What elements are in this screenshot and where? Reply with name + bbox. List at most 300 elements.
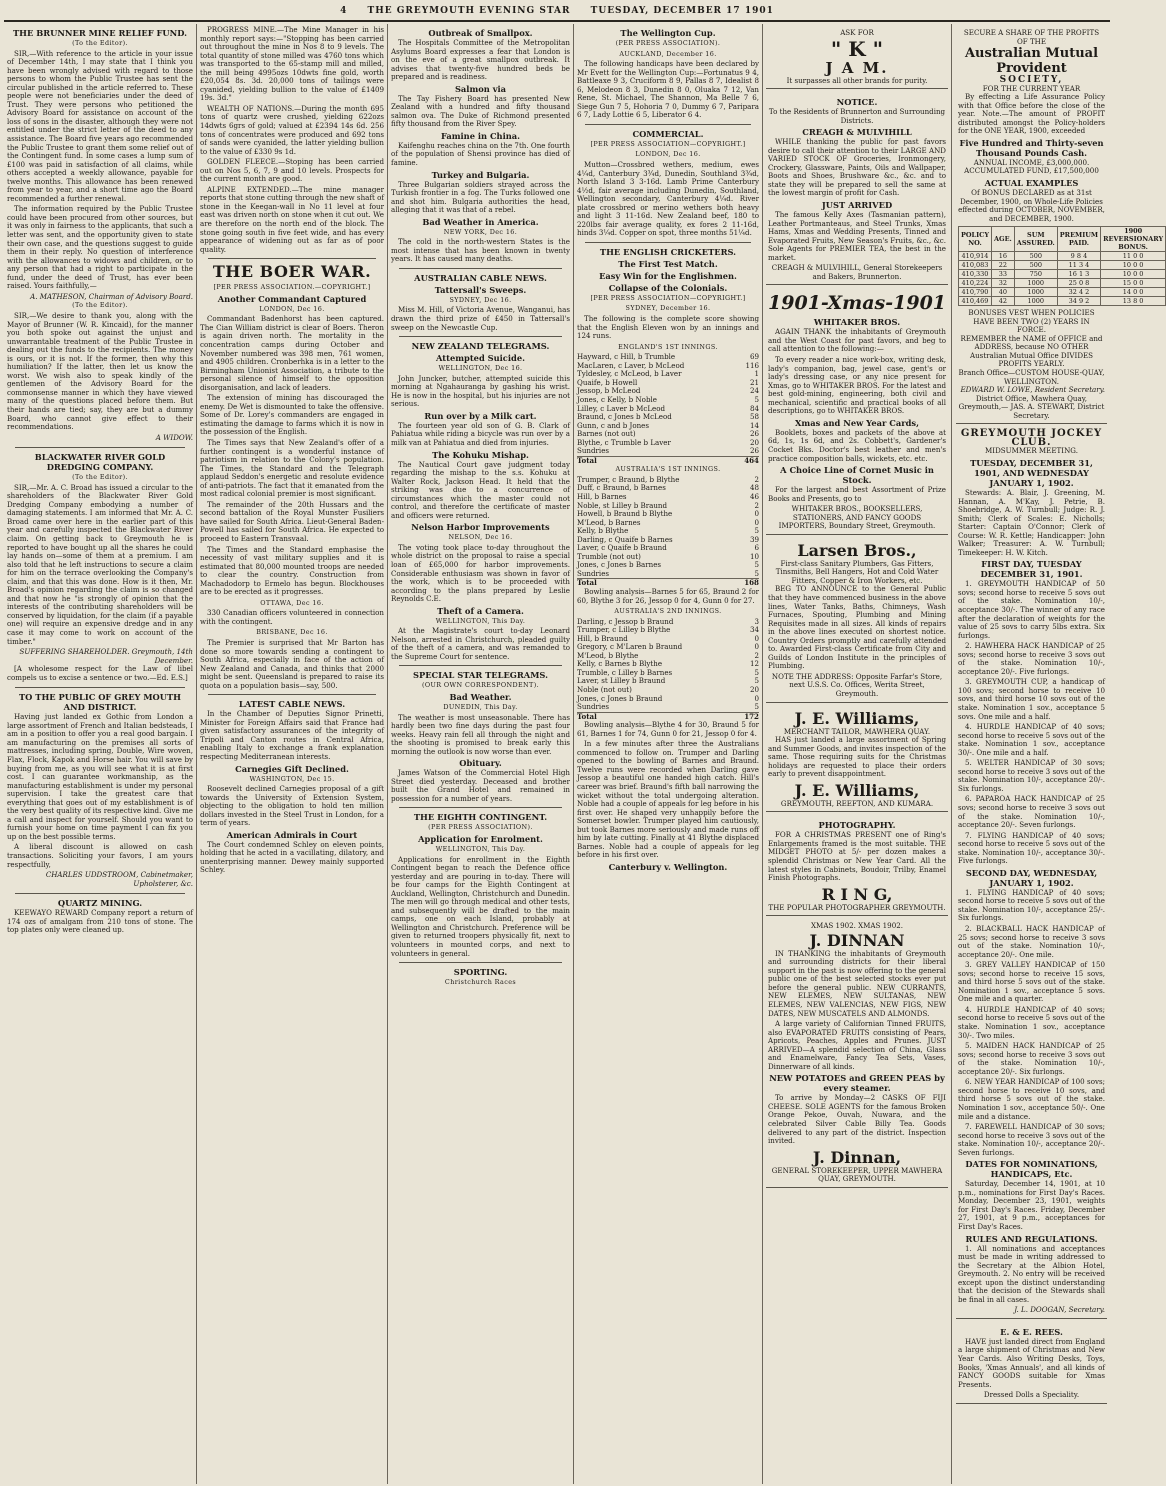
headline: Tattersall's Sweeps. — [434, 284, 527, 295]
headline: Bad Weather in America. — [422, 216, 539, 227]
batsman: Tyldesley, c McLeod, b Laver — [577, 369, 682, 379]
ad-text: 1. All nominations and acceptances must be made in writing addressed to the Secretary at the Albion Hotel, Greymouth. 2. No entry will be received except upon the distinct understanding that the decision of the Stewards shall be final in all cases. — [958, 1243, 1105, 1304]
batsman: Noble, st Lilley b Braund — [577, 500, 668, 510]
ad-heading: TUESDAY, DECEMBER 31, 1901, AND WEDNESDAY JANUARY 1, 1902. — [970, 457, 1093, 488]
paragraph: The following handicaps have been declared by Mr Evett for the Wellington Cup:—Fortunatus 9 4, Battleaxe 9 3, Cruciform 8 9, Pallas 8 7, Idealist 8 6, Melodeon 8 3, Dunedin 8 0, Oluaka 7 12, Van Rene, St. Michael, The Shannon, Ma Belle 7 6, Siege Gun 7 5, Hohoria 7 0, Dummy 6 7, Paripara 6 7, Lady Lottie 6 5, Liberator 6 4. — [577, 59, 759, 120]
batsman: Total — [577, 578, 597, 588]
divider — [15, 893, 185, 894]
divider — [399, 268, 562, 269]
runs: 172 — [744, 711, 759, 721]
ad-heading: NEW POTATOES and GREEN PEAS by every steamer. — [769, 1073, 945, 1094]
runs: 2 — [754, 500, 759, 510]
runs: 84 — [749, 403, 759, 413]
batsman: Jessop, b McLeod — [577, 386, 641, 396]
race-entry: 1. FLYING HANDICAP of 40 sovs; second horse to receive 5 sovs out of the stake. Nomination 10/-, acceptance 25/-. Six furlongs. — [958, 887, 1105, 923]
paragraph: SIR,—With reference to the article in your issue of December 14th, I may state that I think you have been wrongly advised with regard to those persons to whom the Public Trustee has sent the circular published in the article referred to. These people were not beneficiaries under the deed of Trust. They were persons who petitioned the Advisory Board for assistance on account of the loss of sons in the disaster, although they were not entitled under the strict letter of the deed to any assistance. The Board five years ago recommended the Public Trustee to grant them some relief out of the Contingent fund. In some cases a lump sum of £100 was paid in satisfaction of all claims, while others accepted a weekly allowance, payable for twelve months. This allowance has been renewed from year to year, and a short time ago the Board recommended a further renewal. — [7, 48, 193, 203]
press-credit: [PER PRESS ASSOCIATION—COPYRIGHT.] — [590, 139, 746, 148]
ad-text: REMEMBER the NAME of OFFICE and ADDRESS, because NO OTHER Australian Mutual Office DIVIDES PROFITS YEARLY. — [960, 333, 1103, 369]
runs: 116 — [745, 360, 759, 370]
paragraph: The information required by the Public Trustee could have been procured from other sources, but it was only in fairness to the applicants, that such a letter was sent, and the opportunity given to state their own case, and the questions suggest to guide them in their reply. No question of interference with the allowances to widows and children, or to any person that had a right to participate in the fund, under the deed of Trust, has ever been raised. Yours faithfully,— — [7, 204, 193, 291]
table-header-cell: 1900 REVERSIONARY BONUS. — [1101, 227, 1166, 252]
divider — [15, 447, 185, 448]
ad-heading: CREAGH & MULVIHILL — [802, 127, 912, 138]
runs: 0 — [754, 693, 759, 703]
press-credit: [PER PRESS ASSOCIATION—COPYRIGHT.] — [590, 293, 746, 302]
table-cell: 500 — [1014, 252, 1057, 261]
runs: 0 — [754, 517, 759, 527]
ad-text: To arrive by Monday—2 CASKS OF FIJI CHEESE. SOLE AGENTS for the famous Broken Orange Pekoe, Ouvah, Nuwara, and the celebrated Silver Cable Billy Tea. Goods delivered to any part of the district. Inspection invited. — [768, 1093, 946, 1146]
ad-text: First-class Sanitary Plumbers, Gas Fitters, Tinsmiths, Bell Hangers, Hot and Cold Water Fitters, Copper & Iron Workers, etc. — [775, 558, 939, 585]
headline-boer-war: THE BOER WAR. — [212, 262, 372, 282]
batsman: Sundries — [577, 702, 610, 712]
batsman: Howell, b Braund b Blythe — [577, 509, 673, 519]
race-entry: 2. BLACKBALL HACK HANDICAP of 25 sovs; second horse to receive 3 sovs out of the stake. Nomination 10/-, acceptance 20/-. One mile. — [958, 924, 1105, 959]
headline: Collapse of the Colonials. — [608, 282, 728, 293]
column-2 — [196, 24, 387, 1484]
table-cell: 410,083 — [959, 261, 992, 270]
table-row — [959, 270, 1166, 279]
ad-brand: " K " — [830, 36, 884, 61]
headline: Nelson Harbor Improvements — [411, 522, 550, 533]
ad-je-williams — [766, 706, 948, 813]
paragraph: The weather is most unseasonable. There has hardly been two fine days during the past four weeks. Heavy rain fell all through the night and the shooting is promised to break early this morning the outlook is now worse than ever. — [391, 712, 570, 756]
batsman: MacLaren, c Laver, b McLeod — [577, 360, 685, 370]
byline: (To the Editor). — [72, 473, 128, 482]
ad-text: To every reader a nice work-box, writing desk, lady's companion, bag, jewel case, gent's or lady's dressing case, or any nice present for Xmas, go to WHITAKER BROS. For the latest and best gold-mining, engineering, both civil and mechanical, scientific and practical books of all descriptions, go to WHITAKER BROS. — [768, 355, 946, 416]
table-cell: 15 0 0 — [1101, 279, 1166, 288]
headline: Salmon via — [454, 83, 507, 94]
ad-text: FOR THE CURRENT YEAR — [982, 83, 1081, 93]
ad-heading: FIRST DAY, TUESDAY DECEMBER 31, 1901. — [980, 559, 1083, 580]
divider — [585, 124, 751, 125]
batsman: Trumper, c Lilley b Blythe — [577, 625, 671, 635]
paragraph: Bowling analysis—Barnes 5 for 65, Braund 2 for 60, Blythe 3 for 26, Jessop 0 for 4, Gunn 0 for 27. — [577, 586, 759, 605]
table-cell: 1000 — [1014, 297, 1057, 306]
runs: 0 — [754, 509, 759, 519]
ad-heading: ACTUAL EXAMPLES — [984, 178, 1079, 189]
runs: 5 — [754, 568, 759, 578]
column-5-ads — [762, 24, 951, 1484]
ad-text: For the largest and best Assortment of Prize Books and Presents, go to — [768, 485, 946, 503]
ad-creagh-mulvihill — [766, 92, 948, 285]
ad-text: By effecting a Life Assurance Policy with that Office before the close of the year. Note.—The amount of PROFIT distributed amongst the Policy-holders for the ONE YEAR, 1900, exceeded — [958, 92, 1105, 136]
article-blackwater — [7, 452, 193, 682]
paragraph: Roosevelt declined Carnegies proposal of a gift towards the University of Extension System, objecting to the obligation to hold ten million dollars invested in the Steel Trust in London, for a term of years. — [200, 784, 384, 828]
paragraph: The remainder of the 20th Hussars and the second battalion of the Royal Munster Fusiliers have sailed for South Africa. Lieut-General Baden-Powell has sailed for South Africa. He expected to proceed to Eastern Transvaal. — [200, 499, 384, 543]
paragraph: The following is the complete score showing that the English Eleven won by an innings and 124 runs. — [577, 314, 759, 341]
batsman: Trumble, c Lilley b Barnes — [577, 667, 673, 677]
scorecard-row — [577, 447, 759, 456]
headline: SPECIAL STAR TELEGRAMS. — [413, 670, 548, 681]
paragraph: GOLDEN FLEECE.—Stoping has been carried out on Nos 5, 6, 7, 9 and 10 levels. Prospects for the current month are good. — [200, 157, 384, 184]
table-cell: 410,224 — [959, 279, 992, 288]
runs: 39 — [749, 534, 759, 544]
paragraph: The Premier is surprised that Mr Barton has done so more towards sending a contingent to South Africa, especially in face of the action of New Zealand and Canada, and thinks that 2000 might be sent. Queensland is prepared to raise its quota on a population basis—say, 500. — [200, 638, 384, 690]
table-cell: 410,469 — [959, 297, 992, 306]
headline: TO THE PUBLIC OF GREY MOUTH AND DISTRICT. — [19, 692, 181, 713]
table-cell: 40 — [991, 288, 1014, 297]
race-entry: 4. HURDLE HANDICAP of 40 sovs; second horse to receive 5 sovs out of the stake. Nomination 1 sov., acceptance 30/-. Two miles. — [958, 1004, 1105, 1040]
divider — [399, 336, 562, 337]
press-credit: [PER PRESS ASSOCIATION.—COPYRIGHT.] — [213, 283, 371, 292]
scorecard-row — [577, 570, 759, 579]
ad-text: BEG TO ANNOUNCE to the General Public that they have commenced business in the above lines, Water Tanks, Baths, Chimneys, Wash Furnaces, Spouting, Plumbing and Mining Requisites made in all sizes. All kinds of repairs in the above lines executed on shortest notice. Country Orders promptly and carefully attended to. Awarded First-class Certificate from City and Guilds of London Institute in the principles of Plumbing. — [768, 584, 946, 671]
batsman: Trumper, c Braund, b Blythe — [577, 474, 680, 484]
paragraph: KEEWAYO REWARD Company report a return of 174 ozs of amalgam from 210 tons of stone. The top plates only were cleaned up. — [7, 908, 193, 935]
paragraph: ALPINE EXTENDED.—The mine manager reports that stone cutting through the new shaft of stone in the Keegan-wall in No 11 level at four east was driven north on stone when it cut out. We are therefore on the north end of the block. The stone going south in five feet wide, and has every appearance of widening out as far as of poor quality. — [200, 184, 384, 254]
batsman: Hill, b Barnes — [577, 491, 627, 501]
batsman: M'Leod, b Blythe — [577, 650, 639, 660]
scorecard-australia-1st — [577, 476, 759, 588]
table-cell: 11 0 0 — [1101, 252, 1166, 261]
ad-text: A large variety of Californian Tinned FRUITS, also EVAPORATED FRUITS consisting of Pears, Apricots, Peaches, Apples and Prunes. JUST ARRIVED—A splendid selection of China, Glass and Enamelware, Fancy Tea Sets, Vases, Dinnerware of all kinds. — [768, 1019, 946, 1071]
ad-text: IN THANKING the inhabitants of Greymouth and surrounding districts for their liberal support in the past is now offering to the general public one of the best selected stocks ever put before the general public. NEW CURRANTS, NEW ELEMES, NEW SULTANAS, NEW ELEMES, NEW VALENCIAS, NEW FIGS, NEW DATES, NEW MUSCATELS AND ALMONDS. — [768, 948, 946, 1018]
paragraph: Applications for enrollment in the Eighth Contingent began to reach the Defence office yesterday and are pouring in to-day. There will be four camps for the Eighth Contingent at Auckland, Wellington, Christchurch and Dunedin. The men will go through medical and other tests, and subsequently will be drafted to the main camps, one on each Island, probably at Wellington and Christchurch. Preference will be given to returned troopers physically fit, next to volunteers in mounted corps, and next to volunteers in general. — [391, 854, 570, 958]
table-cell: 11 3 4 — [1057, 261, 1100, 270]
article-brunner-relief — [7, 28, 193, 442]
ad-text: BONUSES VEST WHEN POLICIES HAVE BEEN TWO (2) YEARS IN FORCE. — [968, 308, 1095, 335]
table-cell: 34 9 2 — [1057, 297, 1100, 306]
dateline: NEW YORK, Dec 16. — [443, 227, 518, 236]
runs: 26 — [749, 446, 759, 456]
paragraph: SIR,—Mr. A. C. Broad has issued a circular to the shareholders of the Blackwater River Gold Dredging Company embodying a number of damaging statements. I am informed that Mr. A. C. Broad came over here in the earlier part of this year and carefully inspected the Blackwater River claim. On getting back to Greymouth he is reported to have bought up all the shares he could lay hands on—some of them at a premium. I am also told that he left instructions to secure a claim for him on the terrace overlooking the Company's claim, and that this was done. How is it then, Mr. Broad's opinion regarding the claim is so changed and that now he "is strongly of opinion that the interests of the contributing shareholders will be conserved by liquidation, for the claim (if a payable one) will require an expensive dredge and in any case it may come to work on account of the timber." — [7, 482, 193, 646]
dateline: LONDON, Dec 16. — [259, 304, 325, 313]
headline: AUSTRALIAN CABLE NEWS. — [414, 272, 547, 283]
batsman: M'Leod, b Barnes — [577, 517, 641, 527]
issue-date: TUESDAY, DECEMBER 17 1901 — [590, 6, 774, 16]
runs: 5 — [754, 702, 759, 712]
paragraph: Bowling analysis—Blythe 4 for 30, Braund 5 for 61, Barnes 1 for 74, Gunn 0 for 21, Jessop 0 for 4. — [577, 720, 759, 738]
press-credit: (PER PRESS ASSOCIATION). — [615, 39, 721, 47]
paragraph: 330 Canadian officers volunteered in connection with the contingent. — [200, 608, 384, 626]
batsman: Sundries — [577, 446, 610, 456]
race-entry: 4. HURDLE HANDICAP of 40 sovs; second horse to receive 5 sovs out of the stake. Nomination 1 sov., acceptance 30/-. One mile and a half. — [958, 722, 1105, 757]
column-6-ads — [951, 24, 1164, 1484]
ad-heading: DATES FOR NOMINATIONS, HANDICAPS, Etc. — [965, 1159, 1098, 1180]
ad-rees — [956, 1322, 1107, 1404]
ad-text: District Office, Mawhera Quay, Greymouth,— JAS. A. STEWART, District Secretary. — [958, 393, 1105, 420]
headline: Easy Win for the Englishmen. — [599, 270, 737, 281]
race-entry: 1. GREYMOUTH HANDICAP of 50 sovs; second horse to receive 5 sovs out of the stake. Nomination 10/-, acceptance 30/-. The winner of any race after the declaration of weights for the value of 25 sovs to carry 5lbs extra. Six furlongs. — [958, 579, 1105, 640]
table-header-row — [959, 227, 1166, 252]
table-cell: 9 8 4 — [1057, 252, 1100, 261]
table-cell: 10 0 0 — [1101, 261, 1166, 270]
runs: 48 — [749, 483, 759, 493]
table-header-cell: PREMIUM PAID. — [1057, 227, 1100, 252]
ad-heading: WHITAKER BROS. — [813, 317, 901, 328]
table-cell: 42 — [991, 297, 1014, 306]
paragraph: Mutton—Crossbred wethers, medium, ewes 4¼d, Canterbury 3¾d, Dunedin, Southland 3¾d, North Island 3 3-16d. Lamb Prime Canterbury 4½d, fair average including Dunedin, Southland, Wellington secondary, Canterbury 4¼d. River plate crossbred or merino wethers both heavy and light 3 11-16d. New Zealand beef, 180 to 220lbs fair average quality, ex fores 2 11-16d, hinds 3¼d. Copper on spot, three months 51¼d. — [577, 160, 759, 238]
paragraph: The Times and the Standard emphasise the necessity of vast military supplies and it is estimated that 80,000 mounted troops are needed to clear the country. Construction from Machadodorp to Ermelo has begun. Blockhouses are to be erected as it progresses. — [200, 544, 384, 597]
ad-brand: Larsen Bros., — [797, 540, 917, 560]
ad-brand: Australian Mutual Provident — [964, 46, 1099, 77]
headline: Famine in China. — [440, 130, 521, 141]
batsman: Darling, c Jessop b Braund — [577, 616, 674, 626]
ad-heading: GREYMOUTH JOCKEY CLUB. — [960, 428, 1103, 448]
ad-text: XMAS 1902. XMAS 1902. — [811, 921, 903, 931]
batsman: Kelly, b Blythe — [577, 526, 629, 536]
divider — [585, 242, 751, 243]
table-row — [959, 261, 1166, 270]
ad-brand: R I N G, — [821, 884, 893, 904]
signature: A. MATHESON, Chairman of Advisory Board. — [30, 291, 193, 301]
runs: 26 — [749, 429, 759, 439]
paragraph: SIR,—We desire to thank you, along with the Mayor of Brunner (W. R. Kincaid), for the manner you both spoke out against the unjust and unwarrantable treatment of the Public Trustee in dealing out the funds to the recipients. The money is ours, or it is not. If the former, then why this humiliation? If the latter, then let us know the worst. We wish also to speak kindly of the gentlemen of the Advisory Board for the commonsense manner in which they have viewed many of the questions placed before them. But their hands are tied; say, they are but a dummy Board, who cannot give effect to their recommendations. — [7, 310, 193, 432]
ad-text: GENERAL STOREKEEPER, UPPER MAWHERA QUAY, GREYMOUTH. — [771, 1165, 943, 1184]
paragraph: The Tay Fishery Board has presented New Zealand with a hundred and fifty thousand salmon ova. The Duke of Richmond presented fifty thousand from the River Spey. — [391, 93, 570, 129]
ad-dinnan — [766, 919, 948, 1188]
dateline: DUNEDIN, This Day. — [443, 702, 518, 711]
table-row — [959, 252, 1166, 261]
batsman: Laver, st Lilley b Braund — [577, 676, 666, 686]
ad-text: ASK FOR — [840, 28, 874, 37]
table-row — [959, 288, 1166, 297]
paragraph: WEALTH OF NATIONS.—During the month 695 tons of quartz were crushed, yielding 622ozs 14dwts 6grs of gold; valued at £2394 14s 6d. 256 tons of concentrates were produced and 692 tons of sands were cyanided, the latter yielding bullion to the value of £330 9s 1d. — [200, 103, 384, 156]
ad-text: HAVE just landed direct from England a large shipment of Christmas and New Year Cards. Also Writing Desks, Toys, Books, 'Xmas Annuals', and all kinds of FANCY GOODS suitable for Xmas Presents. — [958, 1336, 1105, 1389]
ad-heading: SECOND DAY, WEDNESDAY, JANUARY 1, 1902. — [965, 867, 1098, 888]
innings-heading: AUSTRALIA'S 1ST INNINGS. — [615, 465, 721, 474]
ad-heading: Xmas and New Year Cards, — [795, 417, 919, 428]
ad-heading: NOTICE. — [836, 97, 878, 108]
scorecard-england-1st — [577, 353, 759, 465]
paragraph: Kaifenghu reaches china on the 7th. One fourth of the population of Shensi province has died of famine. — [391, 140, 570, 168]
headline: LATEST CABLE NEWS. — [238, 699, 346, 710]
ad-heading: E. & E. REES. — [1000, 1326, 1063, 1337]
batsman: Total — [577, 455, 597, 465]
batsman: Braund, c Jones b McLeod — [577, 412, 672, 422]
batsman: Noble (not out) — [577, 685, 632, 694]
dateline: LONDON, Dec 16. — [635, 150, 701, 159]
runs: 20 — [749, 685, 759, 694]
ad-whitaker — [766, 288, 948, 534]
batsman: Gunn, c and b Jones — [577, 420, 650, 430]
paragraph: At the Magistrate's court to-day Leonard Nelson, arrested in Christchurch, pleaded guilty of the theft of a camera, and was remanded to the Supreme Court for sentence. — [391, 626, 570, 661]
ad-ring-photography — [766, 815, 948, 916]
table-cell: 16 1 3 — [1057, 270, 1100, 279]
divider — [399, 665, 562, 666]
table-cell: 1000 — [1014, 288, 1057, 297]
headline: Attempted Suicide. — [436, 353, 525, 364]
runs: 21 — [749, 377, 759, 387]
runs: 5 — [754, 667, 759, 677]
paragraph: In the Chamber of Deputies Signor Prinetti, Minister for Foreign Affairs said that France had given satisfactory assurances of the integrity of Tripoli and Canton routes in Central Africa, enabling Italy to exchange a frank explanation respecting Mediterranean interests. — [200, 709, 384, 762]
ad-text: THE POPULAR PHOTOGRAPHER GREYMOUTH. — [768, 902, 946, 912]
bonus-table — [958, 226, 1166, 306]
table-body — [959, 252, 1166, 306]
ad-text: WHILE thanking the public for past favors desire to call their attention to their LARGE AND VARIED STOCK OF Groceries, Ironmongery, Crockery, Glassware, Paints, Oils and Wallpaper, Boots and Shoes, Brushware &c., &c. and to state they will be prepared to sell the same at the lowest margin of profit for Cash. — [768, 137, 946, 198]
ad-signature: J. L. DOOGAN, Secretary. — [1014, 1305, 1105, 1315]
batsman: Blythe, c Trumble b Laver — [577, 437, 671, 447]
newspaper-page — [4, 2, 1164, 1484]
dateline: AUCKLAND, December 16. — [619, 49, 717, 58]
ad-jockey-club — [956, 427, 1107, 1319]
race-entry: 5. MAIDEN HACK HANDICAP of 25 sovs; second horse to receive 3 sovs out of the stake. Nomination 10/-, acceptance 20/-. Six furlongs. — [958, 1041, 1105, 1076]
runs: 20 — [749, 437, 759, 447]
table-cell: 16 — [991, 252, 1014, 261]
batsman: Total — [577, 711, 597, 721]
scorecard-total — [577, 456, 759, 466]
dateline: WELLINGTON, This Day. — [435, 616, 526, 625]
ad-amp-society — [956, 26, 1164, 424]
headline: The First Test Match. — [618, 258, 718, 269]
batsman: Darling, c Quaife b Barnes — [577, 534, 673, 544]
race-entry: 3. GREYMOUTH CUP, a handicap of 100 sovs; second horse to receive 10 sovs, and third horse 10 sovs out of the stake. Nomination 1 sov., acceptance 5 sovs. One mile and a half. — [958, 677, 1105, 721]
ad-text: It surpasses all other brands for purity. — [786, 75, 928, 85]
innings-heading: AUSTRALIA'S 2ND INNINGS. — [614, 607, 722, 616]
signature: CHARLES UDDSTROOM, Cabinetmaker, Upholsterer, &c. — [45, 870, 193, 888]
innings-heading: ENGLAND'S 1ST INNINGS. — [618, 342, 718, 351]
headline: Run over by a Milk cart. — [424, 410, 537, 421]
dateline: SYDNEY, December 16. — [625, 304, 711, 313]
runs: 10 — [749, 551, 759, 561]
ad-heading: A Choice Line of Cornet Music in Stock. — [780, 465, 934, 486]
batsman: Jones, c Jones b Braund — [577, 693, 663, 703]
ad-text: HAS just landed a large assortment of Spring and Summer Goods, and invites inspection of the same. Those requiring suits for the Christmas holidays are requested to place their orders early to prevent disappointment. — [768, 735, 946, 779]
runs: 6 — [754, 543, 759, 553]
ad-text: GREYMOUTH, REEFTON, AND KUMARA. — [780, 798, 934, 808]
paragraph: The extension of mining has discouraged the enemy. De Wet is dismounted to take the offensive. Some of Dr. Lorey's commanders are engaged in estimating the damage to farms which it is now in the possession of the English. — [200, 393, 384, 437]
subheading: Christchurch Races — [444, 978, 517, 987]
table-cell: 13 8 0 — [1101, 297, 1166, 306]
dateline: WASHINGTON, Dec 15. — [249, 774, 335, 783]
dateline: WELLINGTON, Dec 16. — [438, 364, 523, 373]
headline: THE EIGHTH CONTINGENT. — [413, 812, 548, 823]
headline: Application for Enrolment. — [418, 834, 543, 844]
runs: 14 — [749, 420, 759, 430]
headline: American Admirals in Court — [226, 829, 358, 840]
ad-text: Stewards: A. Blair, J. Greening, M. Hannan, A. M'Kay, J. Petrie, B. Shoebridge, A. W. Turnbull; Judge: R. J. Smith; Clerk of Scales: E. Nicholls; Starter: Captain O'Connor; Clerk of Course: W. R. Kettle; Handicapper: John Walker; Treasurer: A. W. Turnbull; Timekeeper: H. W. Kitch. — [958, 487, 1105, 557]
column-4 — [573, 24, 762, 1484]
column-3 — [387, 24, 573, 1484]
headline: Another Commandant Captured — [217, 293, 367, 304]
scorecard-australia-2nd — [577, 618, 759, 722]
paragraph: Having just landed ex Gothic from London a large assortment of French and Italian bedsteads, I am in a position to offer you a real good bargain. I am manufacturing on the premises all sorts of mattresses, including spring, Double, Wire woven, Flax, Flock, Kapok and Horse hair. You will save by buying from me, as you will see what it is at first cost. I can guarantee workmanship, as the manufacturing establishment is under my personal supervision. I take the greatest care that everything that goes out of my establishment is of the very best quality of its respective kind. Give me a call and inspect for yourself. Should you want to furnish your home on time payment I can fix you up on the best possible terms. — [7, 712, 193, 841]
headline: THE BRUNNER MINE RELIEF FUND. — [12, 28, 188, 38]
ad-brand: J. DINNAN — [809, 930, 905, 950]
headline: QUARTZ MINING. — [57, 898, 143, 909]
ad-text: FOR A CHRISTMAS PRESENT one of Ring's Enlargements framed is the most suitable. THE MIDGET PHOTO at 5/- per dozen makes a splendid Christmas or New Year Card. All the latest styles in Cabinets, Boudoir, Trilby, Enamel Finish Photographs. — [768, 830, 946, 883]
byline: (To the Editor). — [72, 39, 128, 47]
page-number: 4 — [340, 6, 348, 16]
table-cell: 32 — [991, 279, 1014, 288]
headline: COMMERCIAL. — [632, 128, 704, 139]
paragraph: The cold in the north-western States is the most intense that has been known in twenty years. It has caused many deaths. — [391, 237, 570, 264]
runs: 2 — [754, 650, 759, 660]
paragraph: The Court condemned Schley on eleven points, holding that he acted in a vacillating, dilatory, and unenterprising manner. Dewey mainly supported Schley. — [200, 839, 384, 875]
headline: BLACKWATER RIVER GOLD DREDGING COMPANY. — [34, 452, 166, 473]
runs: 168 — [744, 578, 759, 588]
table-cell: 1000 — [1014, 279, 1057, 288]
batsman: Trumble (not out) — [577, 551, 641, 561]
batsman: Hayward, c Hill, b Trumble — [577, 352, 676, 362]
runs: 24 — [749, 386, 759, 396]
table-cell: 25 0 8 — [1057, 279, 1100, 288]
ad-brand: J. Dinnan, — [812, 1147, 902, 1167]
ad-heading: RULES AND REGULATIONS. — [965, 1233, 1098, 1244]
headline: Bad Weather. — [449, 691, 512, 702]
ad-text: Saturday, December 14, 1901, at 10 p.m., nominations for First Day's Races. Monday, December 23, 1901, weights for First Day's Races. Friday, December 27, 1901, at 9 p.m., acceptances for First Day's Races. — [958, 1179, 1105, 1231]
table-cell: 410,330 — [959, 270, 992, 279]
runs: 1 — [754, 369, 759, 379]
table-cell: 10 0 0 — [1101, 270, 1166, 279]
batsman: Gregory, c M'Laren b Braund — [577, 642, 683, 652]
table-cell: 33 — [991, 270, 1014, 279]
ad-signature: EDWARD W. LOWE, Resident Secretary. — [960, 385, 1105, 395]
divider — [399, 962, 562, 963]
divider — [15, 687, 185, 688]
paragraph: John Juncker, butcher, attempted suicide this morning at Ngahauranga by gashing his wrist. He is now in the hospital, but his injuries are not serious. — [391, 373, 570, 409]
headline: Outbreak of Smallpox. — [428, 28, 533, 38]
paragraph: PROGRESS MINE.—The Mine Manager in his monthly report says:—"Stopping has been carried out throughout the mine in Nos 8 to 9 levels. The total quantity of stone milled was 4760 tons which was transported to the 65-stamp mill and milled, the mill being 4995ozs 10dwts fine gold, worth £20,054 8s. 3d. 20,000 tons of tailings were cyanided, yielding bullion to the value of £1409 19s. 3d." — [200, 25, 384, 103]
column-1 — [4, 24, 196, 1484]
table-header-cell: AGE. — [991, 227, 1014, 252]
batsman: Barnes (not out) — [577, 429, 636, 439]
dateline: WELLINGTON, This Day. — [435, 845, 526, 853]
runs: 69 — [749, 352, 759, 362]
headline: The Kohuku Mishap. — [432, 449, 529, 460]
batsman: Sundries — [577, 568, 610, 578]
paragraph: The fourteen year old son of G. B. Clark of Pahiatua while riding a bicycle was run over by a milk van at Pahiatua and died from injuries. — [391, 420, 570, 447]
headline: Turkey and Bulgaria. — [431, 169, 530, 180]
paragraph: [A wholesome respect for the Law of libel compels us to excise a sentence or two.—Ed. E.S.] — [7, 664, 193, 682]
race-entry: 7. FAREWELL HANDICAP of 30 sovs; second horse to receive 3 sovs out of the stake. Nomination 10/-, acceptance 20/-. Seven furlongs. — [958, 1122, 1105, 1157]
runs: 464 — [744, 455, 759, 465]
race-entry: 6. PAPAROA HACK HANDICAP of 25 sovs; second horse to receive 3 sovs out of the stake. Nomination 10/-, acceptance 20/-. Seven furlongs. — [958, 794, 1105, 830]
ad-heading: JUST ARRIVED — [821, 200, 893, 211]
ad-text: Branch Office—CUSTOM HOUSE-QUAY, WELLINGTON. — [958, 368, 1105, 386]
runs: 5 — [754, 676, 759, 686]
ad-text: SECURE A SHARE OF THE PROFITS OF THE — [963, 28, 1100, 46]
ad-brand: J. E. Williams, — [794, 780, 920, 800]
ad-text: To the Residents of Brunnerton and Surrounding Districts. — [768, 107, 946, 125]
paragraph: The Hospitals Committee of the Metropolitan Asylums Board expresses a fear that London is on the eve of a great smallpox outbreak. It advises that twenty-five hundred beds be prepared and is readiness. — [391, 38, 570, 82]
runs: 58 — [749, 412, 759, 422]
table-header-cell: SUM ASSURED. — [1014, 227, 1057, 252]
ad-text: AGAIN THANK the inhabitants of Greymouth and the West Coast for past favors, and beg to call attention to the following:— — [768, 327, 946, 354]
ad-larsen — [766, 538, 948, 703]
article-public-notice — [7, 692, 193, 888]
runs: 12 — [749, 659, 759, 669]
ad-text: MERCHANT TAILOR, MAWHERA QUAY. — [783, 726, 931, 736]
dateline: NELSON, Dec 16. — [448, 533, 513, 542]
ad-heading: Five Hundred and Thirty-seven Thousand Pounds Cash. — [959, 137, 1104, 158]
race-entry: 2. HAWHERA HACK HANDICAP of 25 sovs; second horse to receive 3 sovs out of the stake. Nomination 10/-, acceptance 20/-. Five furlongs. — [958, 641, 1105, 676]
race-entry: 7. FLYING HANDICAP of 40 sovs; second horse to receive 5 sovs out of the stake. Nomination 10/-, acceptance 30/-. Five furlongs. — [958, 830, 1105, 866]
headline: Theft of a Camera. — [437, 605, 524, 616]
dateline: SYDNEY, Dec 16. — [449, 295, 512, 304]
batsman: Jones, c Kelly, b Noble — [577, 394, 657, 404]
ad-text: The famous Kelly Axes (Tasmanian pattern), Leather Portmanteaus, and Steel Trunks, Xmas Hams, Xmas and Wedding Presents, Tinned and Evaporated Fruits, New Season's Fruits, &c., &c. Sole Agents for PREMIER TEA, the best in the market. — [768, 210, 946, 262]
paragraph: The Times says that New Zealand's offer of a further contingent is a wonderful instance of patriotism in relation to the Colony's population. The Times, the Standard and the Telegraph applaud Seddon's energetic and resolute evidence of anti-patriots. The fact that it emanated from the most radical colonial premier is most significant. — [200, 437, 384, 499]
runs: 3 — [754, 616, 759, 626]
race-entry: 6. NEW YEAR HANDICAP of 100 sovs; second horse to receive 10 sovs, and third horse 5 sovs out of the stake. Nomination 1 sov., acceptance 50/-. One mile and a distance. — [958, 1077, 1105, 1121]
runs: 46 — [749, 491, 759, 501]
byline: (To the Editor). — [72, 301, 128, 310]
batsman: Quaife, b Howell — [577, 377, 638, 387]
paragraph: A liberal discount is allowed on cash transactions. Soliciting your favors, I am yours respectfully, — [7, 842, 193, 869]
paper-title: THE GREYMOUTH EVENING STAR — [367, 6, 571, 16]
runs: 5 — [754, 394, 759, 404]
headline: Canterbury v. Wellington. — [608, 861, 728, 872]
ad-brand: J. E. Williams, — [794, 708, 920, 728]
ad-signature: WHITAKER BROS., BOOKSELLERS, STATIONERS, AND FANCY GOODS IMPORTERS, Boundary Street, Greymouth. — [778, 504, 936, 531]
paragraph: In a few minutes after three the Australians commenced to follow on. Trumper and Darling opened to the bowling of Barnes and Braund. Twelve runs were recorded when Darling gave Jessop a beautiful one handed high catch. Hill's career was brief. Braund's fifth ball narrowing the wicket without the total undergoing alteration. Noble had a couple of appeals for leg before in his first over. He shaped very unhappily before the Somerset bowler. Trumper played him cautiously, but took Barnes more seriously and made runs off him by late cutting. Finally at 41 Blythe displaced Barnes. Noble had a couple of appeals for leg before in his first over. — [577, 739, 759, 860]
paragraph: James Watson of the Commercial Hotel High Street died yesterday. Deceased and brother built the Grand Hotel and remained in possession for a number of years. — [391, 768, 570, 803]
table-row — [959, 279, 1166, 288]
runs: 0 — [754, 642, 759, 652]
table-cell: 410,790 — [959, 288, 992, 297]
batsman: Lilley, c Laver b McLeod — [577, 403, 666, 413]
